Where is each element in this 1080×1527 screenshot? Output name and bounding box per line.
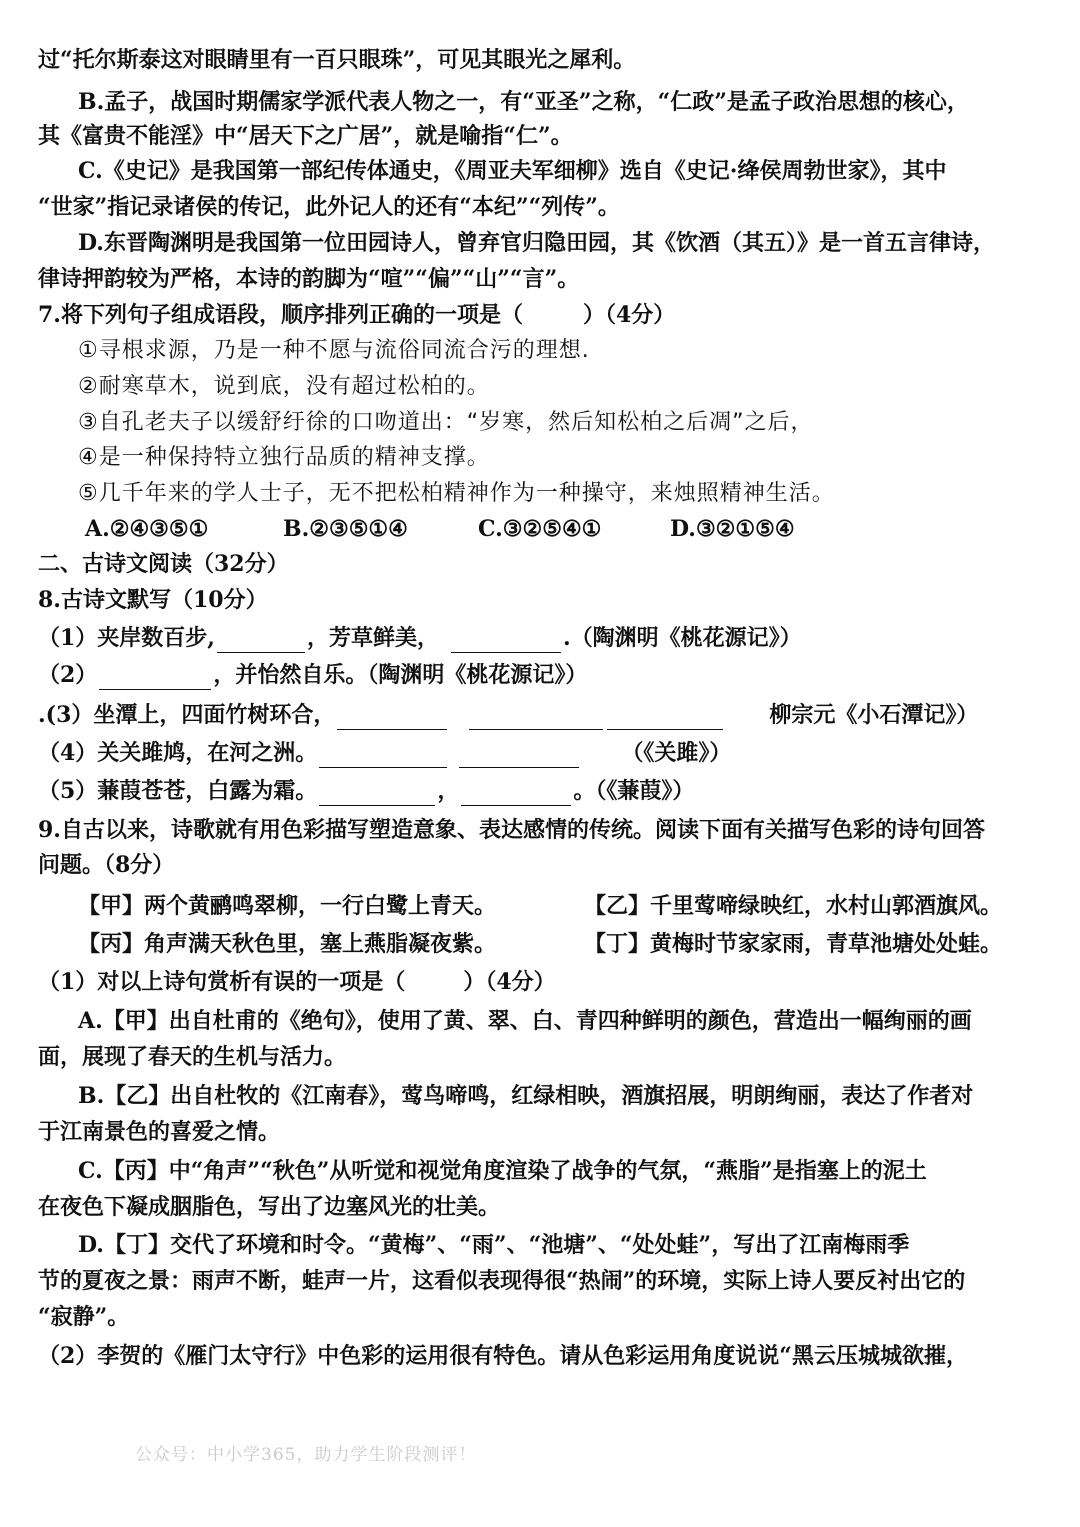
q8-item-1-blank-2[interactable] [451, 630, 561, 653]
q8-item-4-blank-1[interactable] [319, 745, 447, 768]
q7-stem-points: ）（4分） [582, 302, 676, 328]
q9-option-d-line1: D.【丁】交代了环境和时令。“黄梅”、“雨”、“池塘”、“处处蛙”，写出了江南梅雨季 [78, 1232, 910, 1258]
q9-poem-bing: 【丙】角声满天秋色里，塞上燕脂凝夜紫。 [78, 931, 497, 957]
q7-sentence-5: ⑤几千年来的学人士子，无不把松柏精神作为一种操守，来烛照精神生活。 [78, 481, 835, 506]
q8-item-2 [0, 660, 1080, 690]
q8-item-3-blank-2[interactable] [469, 707, 603, 730]
q7-stem [0, 300, 1080, 330]
q7-stem-text: 7.将下列句子组成语段，顺序排列正确的一项是（ [38, 302, 523, 328]
q8-item-1-source: .（陶渊明《桃花源记》） [562, 625, 802, 651]
q8-item-5-source: 。（《蒹葭》） [573, 778, 695, 804]
q6-option-b-line1: B.孟子，战国时期儒家学派代表人物之一，有“亚圣”之称，“仁政”是孟子政治思想的核心， [78, 89, 969, 115]
q9-poem-jia: 【甲】两个黄鹂鸣翠柳，一行白鹭上青天。 [78, 893, 497, 919]
q9-option-c-line1: C.【丙】中“角声”“秋色”从听觉和视觉角度渲染了战争的气氛，“燕脂”是指塞上的泥土 [78, 1158, 927, 1184]
q8-item-5-blank-1[interactable] [319, 783, 435, 806]
q6-option-c-line2: “世家”指记录诸侯的传记，此外记人的还有“本纪”“列传”。 [38, 194, 620, 220]
q8-item-1-blank-1[interactable] [217, 630, 305, 653]
q9-sub1-stem [0, 967, 1080, 997]
q6-option-b-line2: 其《富贵不能淫》中“居天下之广居”，就是喻指“仁”。 [38, 123, 573, 149]
q7-sentence-1: ①寻根求源，乃是一种不愿与流俗同流合污的理想. [78, 338, 590, 363]
q8-item-2-blank[interactable] [99, 667, 211, 690]
q8-item-3-blank-1[interactable] [337, 707, 447, 730]
q8-item-1-middle: ，芳草鲜美， [306, 625, 439, 651]
q7-sentence-4: ④是一种保持特立独行品质的精神支撑。 [78, 445, 490, 470]
q6-option-c-line1: C.《史记》是我国第一部纪传体通史，《周亚夫军细柳》选自《史记·绛侯周勃世家》，其中 [78, 158, 947, 184]
q7-option-b[interactable]: B.②③⑤①④ [283, 516, 408, 542]
q9-stem-line1: 9.自古以来，诗歌就有用色彩描写塑造意象、表达感情的传统。阅读下面有关描写色彩的诗句回答 [38, 817, 985, 843]
q6-line-top: 过“托尔斯泰这对眼睛里有一百只眼珠”，可见其眼光之犀利。 [38, 47, 636, 73]
q8-item-3-text: .(3）坐潭上，四面竹树环合， [38, 702, 336, 728]
q8-item-5-comma: ， [437, 778, 460, 804]
q7-option-d[interactable]: D.③②①⑤④ [670, 516, 795, 542]
q8-item-5 [0, 776, 1080, 806]
q8-item-4-blank-2[interactable] [459, 745, 579, 768]
q9-sub1-text: （1）对以上诗句赏析有误的一项是（ [38, 969, 406, 995]
q7-option-c[interactable]: C.③②⑤④① [478, 516, 602, 542]
q7-sentence-2: ②耐寒草木，说到底，没有超过松柏的。 [78, 374, 490, 399]
q8-item-1-text: （1）夹岸数百步, [38, 625, 215, 651]
q8-item-1 [0, 623, 1080, 653]
q8-item-2-source: ，并怡然自乐。（陶渊明《桃花源记》） [213, 662, 588, 688]
q9-stem-line2: 问题。（8分） [38, 852, 175, 878]
q6-option-d-line2: 律诗押韵较为严格，本诗的韵脚为“喧”“偏”“山”“言”。 [38, 266, 580, 292]
q6-option-d-line1: D.东晋陶渊明是我国第一位田园诗人，曾弃官归隐田园，其《饮酒（其五）》是一首五言律诗， [78, 230, 995, 256]
q9-option-b-line2: 于江南景色的喜爱之情。 [38, 1119, 281, 1145]
q9-option-b-line1: B.【乙】出自杜牧的《江南春》，莺鸟啼鸣，红绿相映，酒旗招展，明朗绚丽，表达了作者对 [78, 1083, 974, 1109]
section-2-heading: 二、古诗文阅读（32分） [38, 551, 289, 577]
q8-item-4-text: （4）关关雎鸠，在河之洲。 [38, 740, 318, 766]
q9-sub1-points: ）（4分） [463, 969, 556, 995]
q8-item-2-text: （2） [38, 662, 98, 688]
q8-item-3-source: 柳宗元《小石潭记》） [769, 702, 979, 728]
q8-item-3-blank-3[interactable] [607, 707, 723, 730]
q8-item-5-text: （5）蒹葭苍苍，白露为霜。 [38, 778, 318, 804]
q7-option-a[interactable]: A.②④③⑤① [85, 516, 209, 542]
q7-sentence-3: ③自孔老夫子以缓舒纡徐的口吻道出：“岁寒，然后知松柏之后凋”之后， [78, 410, 814, 435]
q9-sub2-stem: （2）李贺的《雁门太守行》中色彩的运用很有特色。请从色彩运用角度说说“黑云压城城欲摧， [38, 1343, 968, 1369]
q8-item-5-blank-2[interactable] [461, 783, 571, 806]
q8-item-4 [0, 738, 1080, 768]
watermark-text: 公众号：中小学365，助力学生阶段测评！ [135, 1445, 477, 1465]
q9-poem-yi: 【乙】千里莺啼绿映红，水村山郭酒旗风。 [584, 893, 1003, 919]
q8-item-3 [0, 700, 1080, 730]
q9-poem-ding: 【丁】黄梅时节家家雨，青草池塘处处蛙。 [584, 931, 1003, 957]
q9-option-c-line2: 在夜色下凝成胭脂色，写出了边塞风光的壮美。 [38, 1194, 501, 1220]
q8-title: 8.古诗文默写（10分） [38, 587, 268, 613]
q9-option-a-line1: A.【甲】出自杜甫的《绝句》，使用了黄、翠、白、青四种鲜明的颜色，营造出一幅绚丽的画 [78, 1008, 972, 1034]
q9-option-d-line2: 节的夏夜之景：雨声不断，蛙声一片，这看似表现得很“热闹”的环境，实际上诗人要反衬出它的 [38, 1268, 966, 1294]
q9-option-d-line3: “寂静”。 [38, 1304, 130, 1330]
q8-item-4-source: （《关雎》） [621, 740, 732, 766]
q9-option-a-line2: 面，展现了春天的生机与活力。 [38, 1044, 347, 1070]
